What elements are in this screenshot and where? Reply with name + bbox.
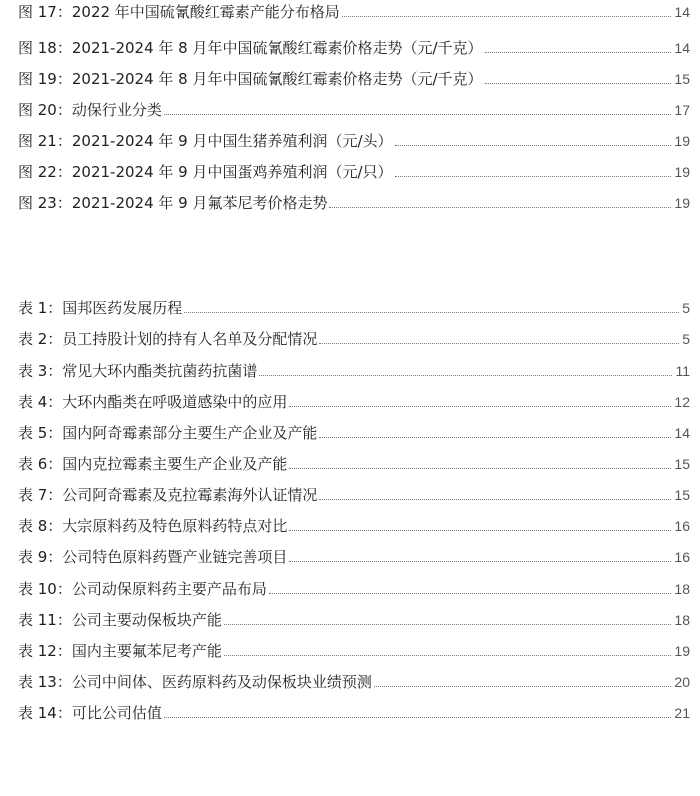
- entry-label: 表 12：国内主要氟苯尼考产能: [18, 642, 222, 660]
- entry-label: 图 20：动保行业分类: [18, 101, 162, 119]
- entry-label: 表 8：大宗原料药及特色原料药特点对比: [18, 517, 288, 535]
- entry-label: 图 23：2021-2024 年 9 月氟苯尼考价格走势: [18, 194, 328, 212]
- entry-label: 表 14：可比公司估值: [18, 704, 162, 722]
- entry-page-number: 5: [682, 331, 690, 347]
- figure-entry[interactable]: [18, 129, 690, 151]
- entry-label: 图 22：2021-2024 年 9 月中国蛋鸡养殖利润（元/只）: [18, 163, 393, 181]
- dot-leader: [259, 374, 672, 376]
- table-entry[interactable]: [18, 577, 690, 599]
- entry-page-number: 20: [674, 674, 690, 690]
- entry-label: 表 1：国邦医药发展历程: [18, 299, 183, 317]
- dot-leader: [164, 716, 672, 718]
- dot-leader: [319, 498, 671, 500]
- table-entry[interactable]: [18, 359, 690, 381]
- entry-page-number: 19: [674, 133, 690, 149]
- entry-page-number: 16: [674, 518, 690, 534]
- entry-label: 表 4：大环内酯类在呼吸道感染中的应用: [18, 393, 288, 411]
- entry-page-number: 19: [674, 195, 690, 211]
- entry-page-number: 16: [674, 549, 690, 565]
- dot-leader: [395, 175, 672, 177]
- dot-leader: [395, 144, 672, 146]
- entry-label: 图 19：2021-2024 年 8 月年中国硫氰酸红霉素价格走势（元/千克）: [18, 70, 483, 88]
- dot-leader: [289, 467, 671, 469]
- dot-leader: [164, 113, 672, 115]
- entry-page-number: 15: [674, 71, 690, 87]
- entry-page-number: 14: [674, 425, 690, 441]
- table-entry[interactable]: [18, 670, 690, 692]
- entry-label: 表 6：国内克拉霉素主要生产企业及产能: [18, 455, 288, 473]
- entry-page-number: 5: [682, 300, 690, 316]
- figure-entry[interactable]: [18, 67, 690, 89]
- figure-entry[interactable]: [18, 98, 690, 120]
- entry-page-number: 19: [674, 164, 690, 180]
- entry-label: 表 11：公司主要动保板块产能: [18, 611, 222, 629]
- figure-entry[interactable]: [18, 191, 690, 213]
- table-entry[interactable]: [18, 483, 690, 505]
- dot-leader: [342, 15, 672, 17]
- entry-page-number: 17: [674, 102, 690, 118]
- figure-entry[interactable]: [18, 160, 690, 182]
- dot-leader: [224, 623, 672, 625]
- entry-label: 表 10：公司动保原料药主要产品布局: [18, 580, 267, 598]
- entry-label: 表 13：公司中间体、医药原料药及动保板块业绩预测: [18, 673, 372, 691]
- entry-label: 表 3：常见大环内酯类抗菌药抗菌谱: [18, 362, 258, 380]
- table-entry[interactable]: [18, 639, 690, 661]
- entry-page-number: 19: [674, 643, 690, 659]
- table-entry[interactable]: [18, 514, 690, 536]
- dot-leader: [485, 51, 672, 53]
- table-entry[interactable]: [18, 701, 690, 723]
- entry-page-number: 15: [674, 487, 690, 503]
- entry-label: 图 21：2021-2024 年 9 月中国生猪养殖利润（元/头）: [18, 132, 393, 150]
- dot-leader: [374, 685, 672, 687]
- figure-entry[interactable]: [18, 0, 690, 22]
- table-entry[interactable]: [18, 608, 690, 630]
- entry-label: 表 5：国内阿奇霉素部分主要生产企业及产能: [18, 424, 318, 442]
- entry-page-number: 21: [674, 705, 690, 721]
- entry-label: 表 7：公司阿奇霉素及克拉霉素海外认证情况: [18, 486, 318, 504]
- table-entry[interactable]: [18, 327, 690, 349]
- dot-leader: [269, 592, 672, 594]
- entry-page-number: 18: [674, 581, 690, 597]
- entry-page-number: 15: [674, 456, 690, 472]
- table-entry[interactable]: [18, 296, 690, 318]
- entry-page-number: 11: [675, 363, 690, 379]
- dot-leader: [184, 311, 679, 313]
- table-entry[interactable]: [18, 545, 690, 567]
- entry-label: 表 9：公司特色原料药暨产业链完善项目: [18, 548, 288, 566]
- dot-leader: [329, 206, 671, 208]
- entry-page-number: 14: [674, 40, 690, 56]
- dot-leader: [319, 436, 671, 438]
- entry-page-number: 18: [674, 612, 690, 628]
- dot-leader: [319, 342, 679, 344]
- dot-leader: [289, 529, 671, 531]
- table-entry[interactable]: [18, 390, 690, 412]
- entry-label: 图 18：2021-2024 年 8 月年中国硫氰酸红霉素价格走势（元/千克）: [18, 39, 483, 57]
- entry-page-number: 14: [674, 4, 690, 20]
- dot-leader: [289, 405, 671, 407]
- dot-leader: [485, 82, 672, 84]
- entry-label: 表 2：员工持股计划的持有人名单及分配情况: [18, 330, 318, 348]
- figure-entry[interactable]: [18, 36, 690, 58]
- dot-leader: [224, 654, 672, 656]
- table-entry[interactable]: [18, 421, 690, 443]
- entry-label: 图 17：2022 年中国硫氰酸红霉素产能分布格局: [18, 3, 340, 21]
- entry-page-number: 12: [674, 394, 690, 410]
- table-entry[interactable]: [18, 452, 690, 474]
- dot-leader: [289, 560, 671, 562]
